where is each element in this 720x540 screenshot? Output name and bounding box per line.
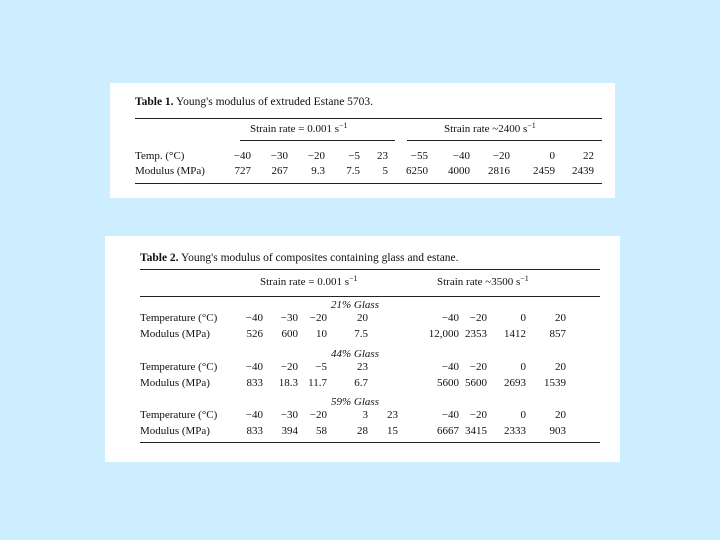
table2-modulus-cell: 10 [316, 328, 327, 340]
table1-bottom-rule [135, 183, 602, 184]
table2-header-low [260, 276, 358, 288]
table1-modulus-cell: 2439 [572, 165, 594, 177]
table1-caption-text: Young's modulus of extruded Estane 5703. [176, 96, 374, 108]
table2-caption-text: Young's modulus of composites containing glass and estane. [181, 252, 459, 264]
table2-temp-cell: 0 [520, 409, 526, 421]
table1-modulus-cell: 7.5 [346, 165, 360, 177]
table2-modulus-cell: 857 [549, 328, 566, 340]
table2-modulus-cell: 1412 [504, 328, 526, 340]
table2-temp-label: Temperature (°C) [140, 312, 218, 324]
table1-subrule-high [407, 140, 602, 141]
table1-temp-cell: −5 [348, 150, 360, 162]
table1-modulus-cell: 9.3 [311, 165, 325, 177]
table2-temp-label: Temperature (°C) [140, 361, 218, 373]
table2-header-low-text: Strain rate = 0.001 s [260, 276, 349, 288]
table2-modulus-cell: 833 [246, 377, 263, 389]
table2-caption [140, 252, 459, 264]
table2-top-rule [140, 269, 600, 270]
table2-temp-cell: 20 [555, 312, 566, 324]
table2-group-title: 44% Glass [331, 348, 379, 360]
table2-modulus-label: Modulus (MPa) [140, 425, 210, 437]
table2-temp-cell: 3 [362, 409, 368, 421]
table2-modulus-cell: 3415 [465, 425, 487, 437]
table2-bottom-rule [140, 442, 600, 443]
table1-caption [135, 96, 373, 108]
table1-modulus-cell: 267 [271, 165, 288, 177]
table1-modulus-cell: 2816 [488, 165, 510, 177]
table2-temp-cell: −20 [309, 409, 327, 421]
table1-temp-cell: 23 [377, 150, 388, 162]
table1-modulus-cell: 6250 [406, 165, 428, 177]
table2-temp-cell: 20 [555, 361, 566, 373]
table2-modulus-cell: 5600 [437, 377, 459, 389]
table1-temp-cell: −30 [270, 150, 288, 162]
table1-temp-cell: 0 [549, 150, 555, 162]
table2-temp-label: Temperature (°C) [140, 409, 218, 421]
table2-modulus-cell: 58 [316, 425, 327, 437]
table2-modulus-cell: 526 [246, 328, 263, 340]
table2-temp-cell: −40 [245, 409, 263, 421]
table2-temp-cell: −40 [441, 312, 459, 324]
table1-modulus-cell: 5 [382, 165, 388, 177]
table1-temp-cell: −40 [452, 150, 470, 162]
table2-modulus-label: Modulus (MPa) [140, 328, 210, 340]
table2-temp-cell: −20 [469, 361, 487, 373]
table2-card [105, 236, 620, 462]
table1-top-rule [135, 118, 602, 119]
table1-caption-label: Table 1. [135, 96, 174, 108]
table2-modulus-cell: 15 [387, 425, 398, 437]
table2-modulus-cell: 7.5 [354, 328, 368, 340]
table1-header-high-text: Strain rate ~2400 s [444, 123, 528, 135]
table2-temp-cell: −30 [280, 312, 298, 324]
table1-subrule-low [240, 140, 395, 141]
table2-modulus-cell: 2333 [504, 425, 526, 437]
table2-modulus-cell: 6667 [437, 425, 459, 437]
table2-header-high-text: Strain rate ~3500 s [437, 276, 521, 288]
table2-temp-cell: 0 [520, 312, 526, 324]
table2-temp-cell: −40 [441, 409, 459, 421]
table2-temp-cell: −40 [245, 312, 263, 324]
table2-temp-cell: −20 [469, 409, 487, 421]
table1-temp-cell: −20 [492, 150, 510, 162]
table2-group-title: 21% Glass [331, 299, 379, 311]
table2-modulus-cell: 12,000 [428, 328, 459, 340]
table2-group-title: 59% Glass [331, 396, 379, 408]
table2-modulus-cell: 903 [549, 425, 566, 437]
table2-modulus-cell: 6.7 [354, 377, 368, 389]
table1-header-low [250, 123, 348, 135]
table2-temp-cell: −20 [280, 361, 298, 373]
table1-header-low-exp: −1 [339, 121, 348, 130]
table2-temp-cell: −20 [309, 312, 327, 324]
table2-modulus-cell: 5600 [465, 377, 487, 389]
table1-card [110, 83, 615, 198]
table2-modulus-cell: 11.7 [308, 377, 327, 389]
table2-temp-cell: 20 [357, 312, 368, 324]
table1-modulus-cell: 2459 [533, 165, 555, 177]
table2-modulus-label: Modulus (MPa) [140, 377, 210, 389]
table2-header-high [437, 276, 529, 288]
table2-modulus-cell: 2353 [465, 328, 487, 340]
table1-row-temp-label: Temp. (°C) [135, 150, 185, 162]
table2-modulus-cell: 28 [357, 425, 368, 437]
table2-modulus-cell: 18.3 [278, 377, 298, 389]
table1-header-high [444, 123, 536, 135]
table2-header-low-exp: −1 [349, 274, 358, 283]
table2-modulus-cell: 394 [281, 425, 298, 437]
table1-temp-cell: 22 [583, 150, 594, 162]
table2-temp-cell: −40 [441, 361, 459, 373]
table1-row-mod-label: Modulus (MPa) [135, 165, 205, 177]
table2-subrule [140, 296, 600, 297]
table2-caption-label: Table 2. [140, 252, 179, 264]
table2-temp-cell: 23 [357, 361, 368, 373]
table2-temp-cell: 23 [387, 409, 398, 421]
table1-header-low-text: Strain rate = 0.001 s [250, 123, 339, 135]
table2-header-high-exp: −1 [520, 274, 529, 283]
table2-modulus-cell: 2693 [504, 377, 526, 389]
table1-temp-cell: −40 [233, 150, 251, 162]
table2-modulus-cell: 833 [246, 425, 263, 437]
table1-temp-cell: −55 [410, 150, 428, 162]
table1-modulus-cell: 4000 [448, 165, 470, 177]
table1-temp-cell: −20 [307, 150, 325, 162]
table1-modulus-cell: 727 [234, 165, 251, 177]
table2-temp-cell: −5 [315, 361, 327, 373]
table2-temp-cell: −40 [245, 361, 263, 373]
table2-modulus-cell: 600 [281, 328, 298, 340]
table1-header-high-exp: −1 [527, 121, 536, 130]
table2-temp-cell: −20 [469, 312, 487, 324]
table2-temp-cell: −30 [280, 409, 298, 421]
table2-temp-cell: 0 [520, 361, 526, 373]
table2-temp-cell: 20 [555, 409, 566, 421]
table2-modulus-cell: 1539 [544, 377, 566, 389]
